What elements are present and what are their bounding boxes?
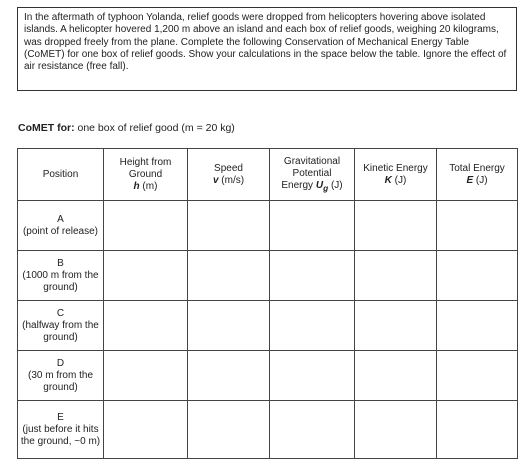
position-cell-e: E (just before it hits the ground, ~0 m) <box>18 401 104 459</box>
potential-energy-cell-a[interactable] <box>270 201 355 251</box>
kinetic-energy-cell-d[interactable] <box>355 351 437 401</box>
header-total-energy: Total Energy E (J) <box>437 149 518 201</box>
header-gravitational-potential-energy: Gravitational Potential Energy $U_g$ (J) <box>270 149 355 201</box>
kinetic-energy-cell-c[interactable] <box>355 301 437 351</box>
comet-table <box>17 148 518 459</box>
kinetic-energy-cell-e[interactable] <box>355 401 437 459</box>
table-row-e <box>18 401 518 459</box>
speed-cell-d[interactable] <box>188 351 270 401</box>
table-row-c <box>18 301 518 351</box>
header-speed: Speed v (m/s) <box>188 149 270 201</box>
table-row-a <box>18 201 518 251</box>
speed-cell-b[interactable] <box>188 251 270 301</box>
potential-energy-cell-d[interactable] <box>270 351 355 401</box>
position-cell-a: A (point of release) <box>18 201 104 251</box>
height-cell-e[interactable] <box>104 401 188 459</box>
total-energy-cell-c[interactable] <box>437 301 518 351</box>
potential-energy-cell-c[interactable] <box>270 301 355 351</box>
position-cell-b: B (1000 m from the ground) <box>18 251 104 301</box>
speed-cell-e[interactable] <box>188 401 270 459</box>
header-height: Height from Ground h (m) <box>104 149 188 201</box>
height-cell-a[interactable] <box>104 201 188 251</box>
position-cell-d: D (30 m from the ground) <box>18 351 104 401</box>
height-cell-c[interactable] <box>104 301 188 351</box>
potential-energy-cell-e[interactable] <box>270 401 355 459</box>
table-row-b <box>18 251 518 301</box>
problem-text: In the aftermath of typhoon Yolanda, relief goods were dropped from helicopters hovering above isolated islands. A helicopter hovered 1,200 m above an island and each box of relief goods, weighing 20 kilograms, was dropped freely from the plane. Complete the following Conservation of Mechanical Energy Table (CoMET) for one box of relief goods. Show your calculations in the space below the table. Ignore the effect of air resistance (free fall). <box>24 12 507 73</box>
speed-cell-a[interactable] <box>188 201 270 251</box>
height-cell-d[interactable] <box>104 351 188 401</box>
potential-energy-cell-b[interactable] <box>270 251 355 301</box>
table-title-label: CoMET for: <box>18 122 75 134</box>
total-energy-cell-d[interactable] <box>437 351 518 401</box>
speed-cell-c[interactable] <box>188 301 270 351</box>
total-energy-cell-e[interactable] <box>437 401 518 459</box>
table-title-subject: one box of relief good (m = 20 kg) <box>74 122 235 134</box>
problem-statement <box>17 7 517 91</box>
header-position: Position <box>18 149 104 201</box>
header-kinetic-energy: Kinetic Energy K (J) <box>355 149 437 201</box>
total-energy-cell-a[interactable] <box>437 201 518 251</box>
header-row <box>18 149 518 201</box>
total-energy-cell-b[interactable] <box>437 251 518 301</box>
height-cell-b[interactable] <box>104 251 188 301</box>
position-cell-c: C (halfway from the ground) <box>18 301 104 351</box>
kinetic-energy-cell-b[interactable] <box>355 251 437 301</box>
table-row-d <box>18 351 518 401</box>
kinetic-energy-cell-a[interactable] <box>355 201 437 251</box>
table-title <box>18 122 235 134</box>
